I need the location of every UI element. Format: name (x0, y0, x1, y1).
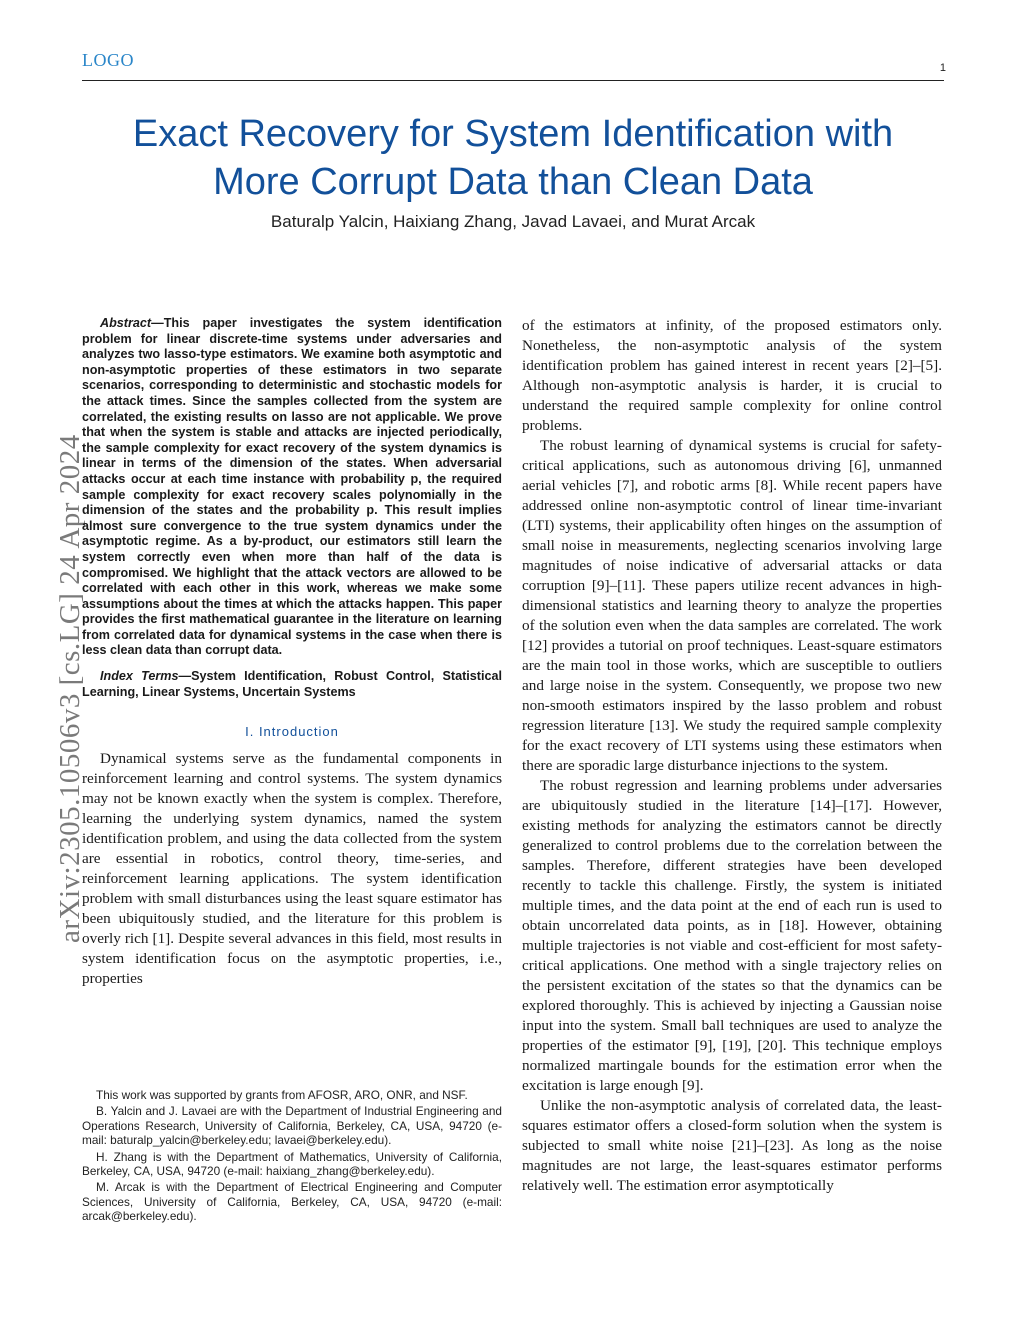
abstract-text: —This paper investigates the system identification problem for linear discrete-time systems under adversaries and analyzes two lasso-type estimators. We examine both asymptotic and non-asymptotic properties of these estimators in two separate scenarios, corresponding to deterministic and stochastic models for the attack times. Since the samples collected from the system are correlated, the existing results on lasso are not applicable. We prove that when the system is stable and attacks are injected periodically, the sample complexity for exact recovery of the system dynamics is linear in terms of the dimension of the states. When adversarial attacks occur at each time instance with probability p, the required sample complexity for exact recovery scales polynomially in the dimension of the states and the probability p. This result implies almost sure convergence to the true system dynamics under the asymptotic regime. As a by-product, our estimators still learn the system correctly even when more than half of the data is compromised. We highlight that the attack vectors are allowed to be correlated with each other in this work, whereas we make some assumptions about the times at which the attacks happen. This paper provides the first mathematical guarantee in the literature on learning from correlated data for dynamical systems in the case when there is less clean data than corrupt data. (82, 316, 502, 658)
index-terms (82, 669, 502, 700)
paragraph: Dynamical systems serve as the fundamental components in reinforcement learning and control systems. The system dynamics may not be known exactly when the system is complex. Therefore, learning the underlying system dynamics, named the system identification problem, and using the data collected from the system are essential in robotics, control theory, time-series, and reinforcement learning applications. The system identification problem with small disturbances using the least square estimator has been ubiquitously studied, and the literature for this problem is overly rich [1]. Despite several advances in this field, most results in system identification focus on the asymptotic properties, i.e., properties (82, 750, 502, 988)
paragraph: The robust regression and learning problems under adversaries are ubiquitously studied in the literature [14]–[17]. However, existing methods for analyzing the estimators cannot be directly generalized to control problems due to the correlation between the samples. Therefore, different strategies have been developed recently to tackle this challenge. Firstly, the system is initiated multiple times, and the data point at the end of each run is used to obtain uncorrelated data points, as in [18]. However, obtaining multiple trajectories is not viable and cost-efficient for most safety-critical applications. One method with a single trajectory relies on the persistent excitation of the states so that the dynamics can be explored thoroughly. This is achieved by injecting a Gaussian noise input into the system. Small ball techniques are used to analyze the properties of the estimator [9], [19], [20]. This technique employs normalized martingale bounds for the estimation error when the excitation is large enough [9]. (522, 777, 942, 1094)
footnote-affiliation-2: H. Zhang is with the Department of Mathematics, University of California, Berkeley, CA, USA, 94720 (e-mail: haixiang_zhang@berkeley.edu). (82, 1149, 502, 1179)
page-number: 1 (939, 62, 946, 74)
paper-title (82, 110, 944, 206)
journal-logo: LOGO (82, 50, 134, 70)
abstract (82, 316, 502, 659)
abstract-lead: Abstract (100, 316, 152, 330)
index-terms-lead: Index Terms (100, 669, 179, 684)
footnote-funding: This work was supported by grants from AFOSR, ARO, ONR, and NSF. (96, 1088, 468, 1102)
arxiv-stamp (14, 350, 86, 950)
right-column (522, 316, 942, 1196)
footnotes (82, 1088, 502, 1226)
author-list: Baturalp Yalcin, Haixiang Zhang, Javad Lavaei, and Murat Arcak (270, 212, 756, 231)
footnote-affiliation-3: M. Arcak is with the Department of Electrical Engineering and Computer Sciences, University of California, Berkeley, CA, USA, 94720 (e-mail: arcak@berkeley.edu). (82, 1180, 502, 1224)
paragraph: The robust learning of dynamical systems is crucial for safety-critical applications, such as autonomous driving [6], unmanned aerial vehicles [7], and robotic arms [8]. While recent papers have addressed online non-asymptotic control of linear time-invariant (LTI) systems, their applicability often hinges on the assumption of small noise in measurements, neglecting scenarios involving large magnitudes of noise indicative of adversarial attacks or data corruption [9]–[11]. These papers utilize recent advances in high-dimensional statistics and learning theory to analyze the properties of the solution even when the data samples are correlated. The work [12] provides a tutorial on proof techniques. Least-square estimators are the main tool in those works, which are susceptible to outliers and large noise in the system. Consequently, we propose two new non-smooth estimators inspired by the lasso problem and robust regression literature [13]. We study the required sample complexity for the exact recovery of LTI systems using these estimators when there are sporadic large disturbance injections to the system. (522, 437, 942, 774)
footnote-affiliation-1: B. Yalcin and J. Lavaei are with the Department of Industrial Engineering and Operations Research, University of California, Berkeley, CA, USA, 94720 (e-mail: baturalp_yalcin@berkeley.edu; lavaei@berkeley.edu). (82, 1104, 502, 1148)
arxiv-stamp-text: arXiv:2305.10506v3 [cs.LG] 24 Apr 2024 (54, 434, 86, 943)
section-heading-introduction: I. Introduction (245, 724, 339, 740)
left-column (82, 316, 502, 989)
header-divider (82, 80, 944, 81)
paragraph: of the estimators at infinity, of the proposed estimators only. Nonetheless, the non-asymptotic analysis of the system identification problem has gained interest in recent years [2]–[5]. Although non-asymptotic analysis is harder, it is crucial to understand the required sample complexity for online control problems. (522, 317, 942, 434)
title-line-2: More Corrupt Data than Clean Data (213, 161, 813, 203)
title-line-1: Exact Recovery for System Identification with (132, 113, 894, 155)
paragraph: Unlike the non-asymptotic analysis of correlated data, the least-squares estimator offers a closed-form solution when the system is subjected to small white noise [21]–[23]. As long as the noise magnitudes are not large, the least-squares estimator performs relatively well. The estimation error asymptotically (522, 1097, 942, 1194)
index-terms-text: —System Identification, Robust Control, Statistical Learning, Linear Systems, Uncertain Systems (82, 669, 502, 699)
